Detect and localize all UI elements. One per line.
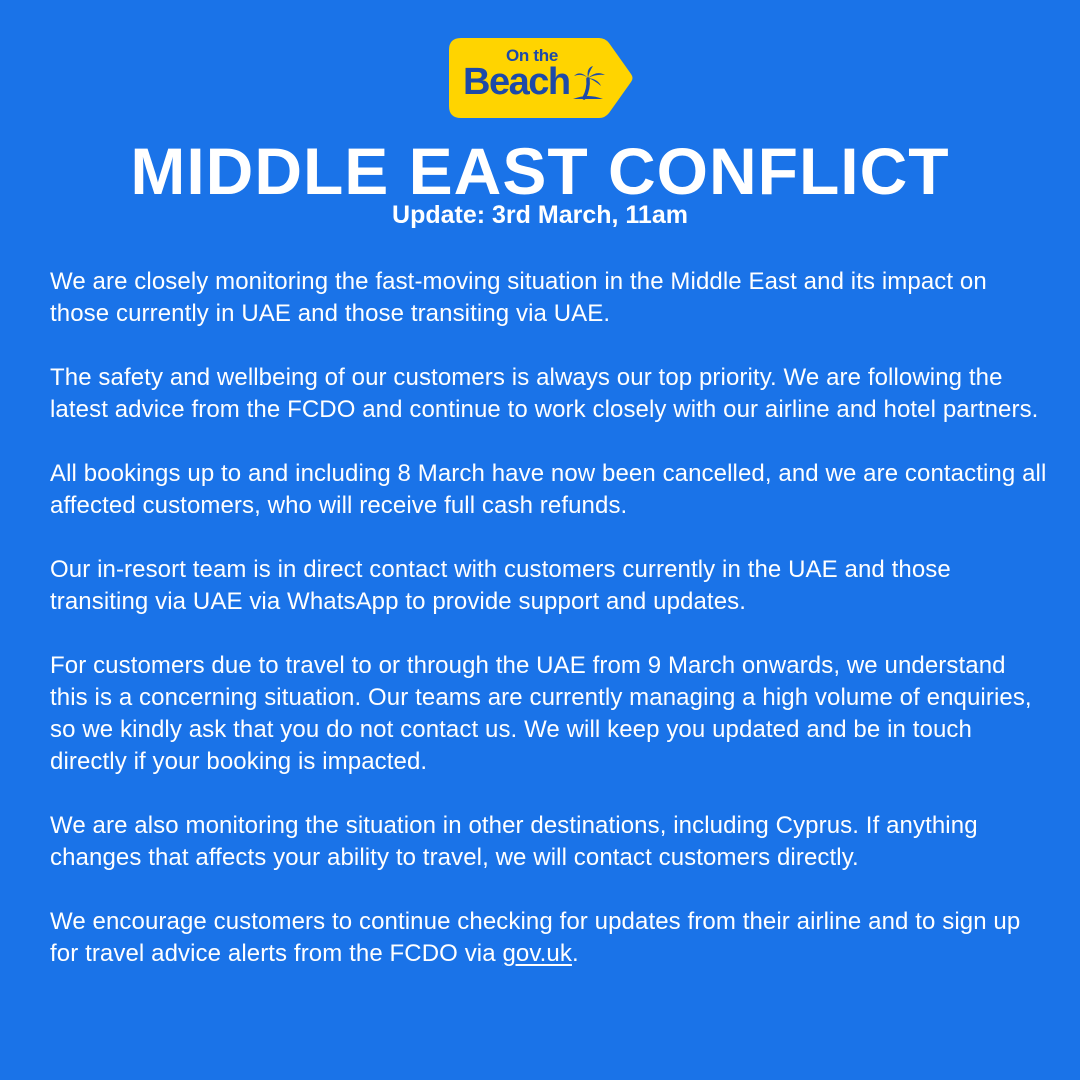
page-title: MIDDLE EAST CONFLICT xyxy=(130,134,950,208)
palm-tree-icon xyxy=(573,65,607,101)
gov-uk-link[interactable]: gov.uk xyxy=(502,940,572,967)
brand-logo xyxy=(449,38,633,118)
encourage-text: We encourage customers to continue checking for updates from their airline and to sign up for travel advice alerts from the FCDO via xyxy=(50,908,1021,967)
paragraph-safety: The safety and wellbeing of our customers is always our top priority. We are following the latest advice from the FCDO and continue to work closely with our airline and hotel partners. xyxy=(50,364,1039,423)
paragraph-encourage-updates xyxy=(50,906,1050,970)
logo-text-on-the: On the xyxy=(505,46,559,65)
paragraph-future-travel: For customers due to travel to or through the UAE from 9 March onwards, we understand this is a concerning situation. Our teams are currently managing a high volume of enquiries, so we kindly ask that you do not contact us. We will keep you updated and be in touch directly if your booking is impacted. xyxy=(50,652,1032,775)
paragraph-in-resort-team: Our in-resort team is in direct contact with customers currently in the UAE and those transiting via UAE via WhatsApp to provide support and updates. xyxy=(50,556,951,615)
paragraph-monitoring: We are closely monitoring the fast-moving situation in the Middle East and its impact on those currently in UAE and those transiting via UAE. xyxy=(50,268,987,327)
statement-body xyxy=(50,266,1050,1002)
paragraph-other-destinations: We are also monitoring the situation in other destinations, including Cyprus. If anything changes that affects your ability to travel, we will contact customers directly. xyxy=(50,812,978,871)
paragraph-cancellations: All bookings up to and including 8 March have now been cancelled, and we are contacting all affected customers, who will receive full cash refunds. xyxy=(50,460,1047,519)
logo-text-beach: Beach xyxy=(463,61,570,103)
update-timestamp: Update: 3rd March, 11am xyxy=(392,201,688,229)
final-period: . xyxy=(571,940,579,967)
